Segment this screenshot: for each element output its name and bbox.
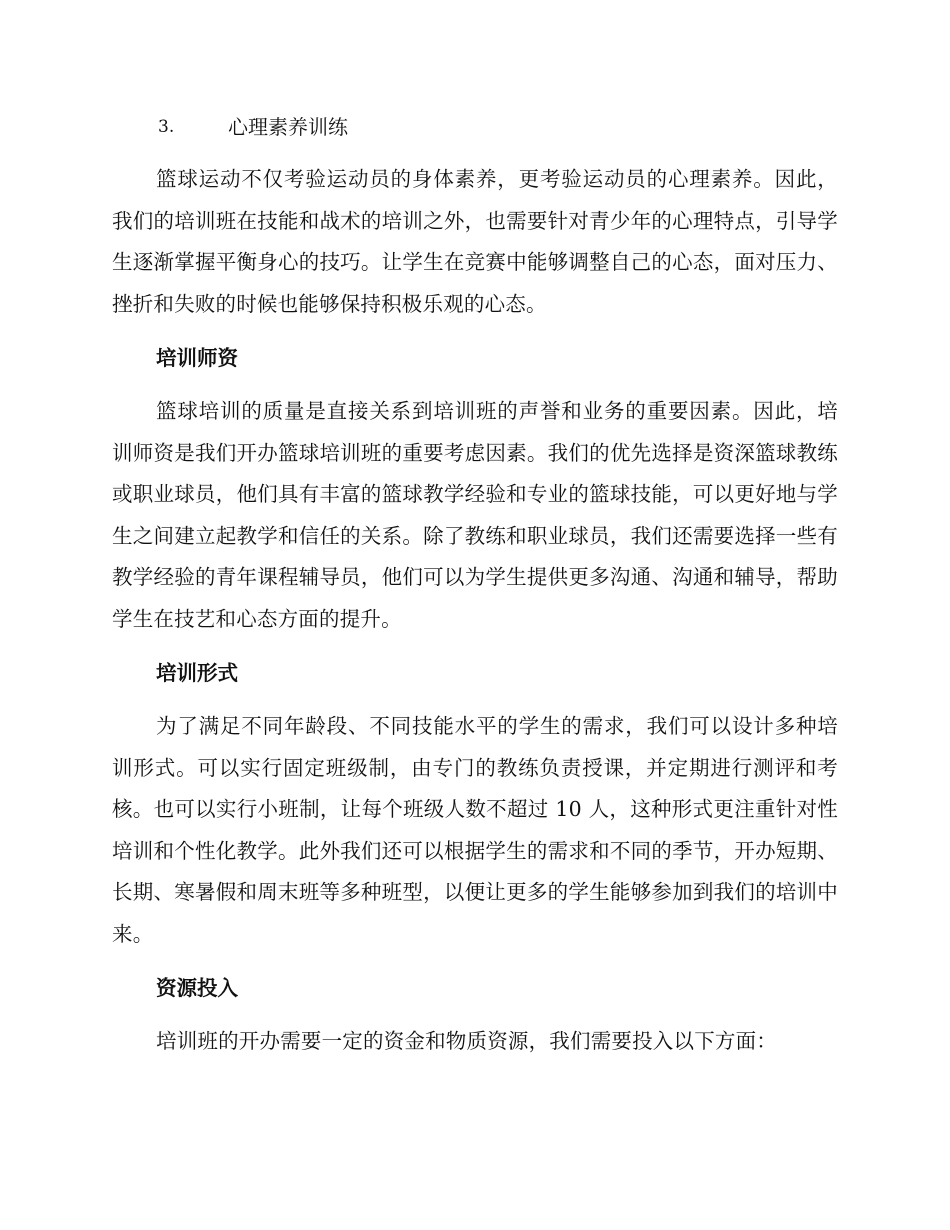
list-item-title: 心理素养训练 bbox=[228, 115, 348, 139]
paragraph-psych-training: 篮球运动不仅考验运动员的身体素养，更考验运动员的心理素养。因此，我们的培训班在技能和战术的培训之外，也需要针对青少年的心理特点，引导学生逐渐掌握平衡身心的技巧。让学生在竞赛中能够调整自己的心态，面对压力、挫折和失败的时候也能够保持积极乐观的心态。 bbox=[112, 167, 838, 316]
paragraph-format: 为了满足不同年龄段、不同技能水平的学生的需求，我们可以设计多种培训形式。可以实行固定班级制，由专门的教练负责授课，并定期进行测评和考核。也可以实行小班制，让每个班级人数不超过 10 人，这种形式更注重针对性培训和个性化教学。此外我们还可以根据学生的需求和不同的季节，开办短期、长期、寒暑假和周末班等多种班型，以便让更多的学生能够参加到我们的培训中来。 bbox=[112, 714, 838, 946]
list-item-number: 3. bbox=[158, 117, 175, 137]
paragraph-resources: 培训班的开办需要一定的资金和物质资源，我们需要投入以下方面： bbox=[156, 1029, 777, 1053]
heading-resources: 资源投入 bbox=[156, 976, 238, 1000]
document-content bbox=[112, 106, 838, 1076]
paragraph-teachers: 篮球培训的质量是直接关系到培训班的声誉和业务的重要因素。因此，培训师资是我们开办篮球培训班的重要考虑因素。我们的优先选择是资深篮球教练或职业球员，他们具有丰富的篮球教学经验和专业的篮球技能，可以更好地与学生之间建立起教学和信任的关系。除了教练和职业球员，我们还需要选择一些有教学经验的青年课程辅导员，他们可以为学生提供更多沟通、沟通和辅导，帮助学生在技艺和心态方面的提升。 bbox=[112, 399, 838, 631]
list-item-psych-training bbox=[112, 106, 838, 148]
heading-format: 培训形式 bbox=[156, 661, 238, 685]
heading-teachers: 培训师资 bbox=[156, 346, 238, 370]
